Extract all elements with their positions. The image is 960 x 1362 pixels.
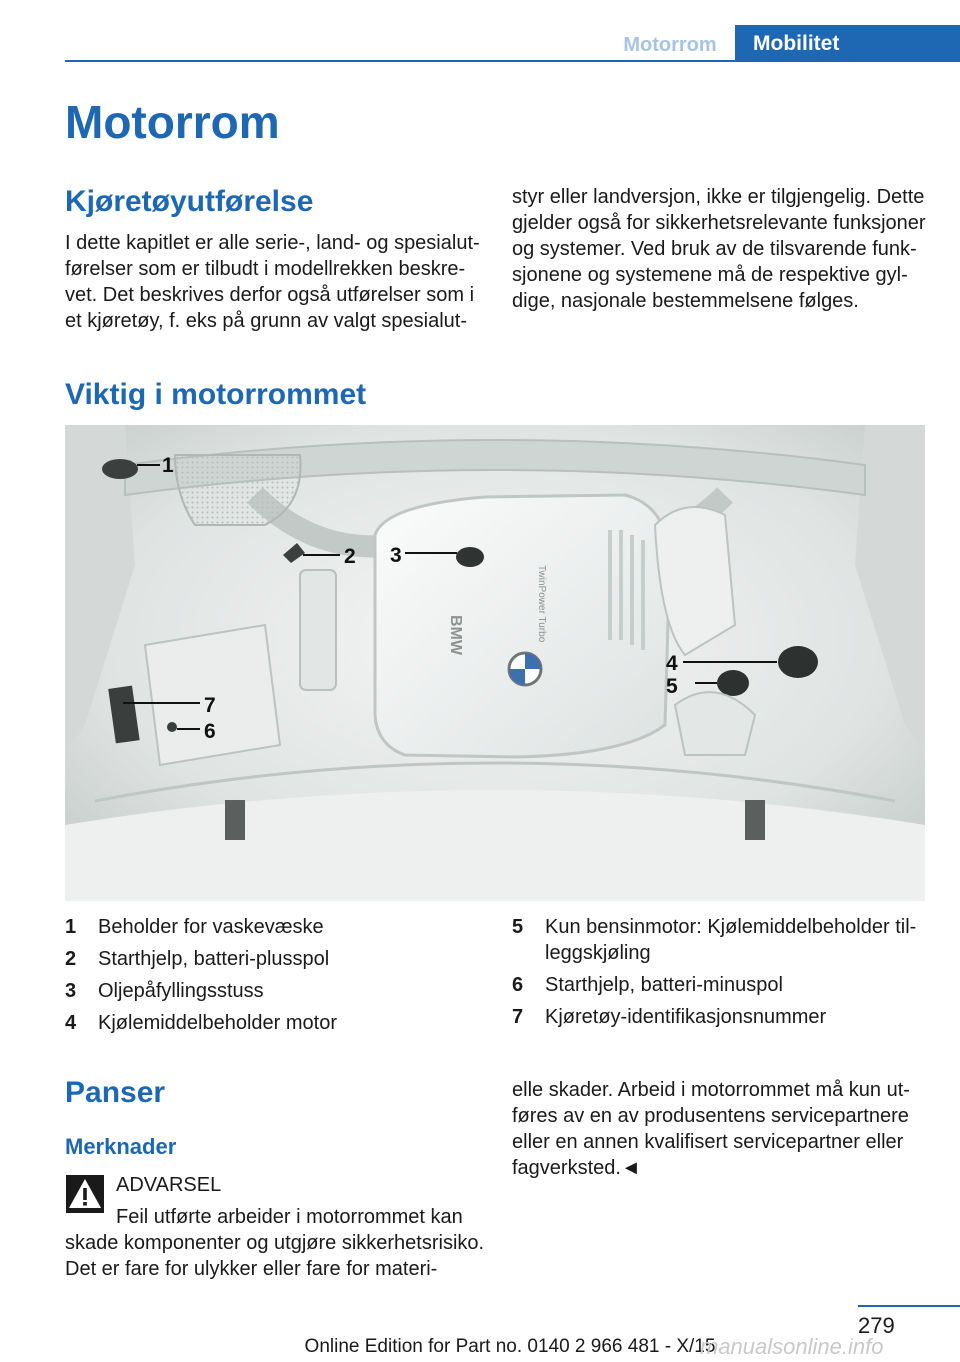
callout-5: 5 — [666, 675, 678, 698]
intro-text-left: I dette kapitlet er alle serie-, land- og spesialutførelser som er tilbudt i modellrekken beskrevet. Det beskrives derfor også utførelser som i et kjøretøy, f. eks på grunn av valgt spesialut‐ — [65, 232, 480, 332]
callout-6: 6 — [204, 720, 216, 743]
cover-twinpower-text: TwinPower Turbo — [536, 565, 547, 643]
legend-number: 2 — [65, 948, 77, 970]
legend-right — [512, 914, 932, 1036]
legend-item — [65, 946, 485, 972]
legend-item — [65, 1010, 485, 1036]
warning-title: ADVARSEL — [116, 1174, 222, 1196]
footer-rule — [858, 1305, 960, 1307]
engine-bay-image — [65, 425, 925, 901]
tab-mobilitet[interactable]: Mobilitet — [735, 25, 960, 62]
section-heading-hood: Panser — [65, 1076, 166, 1109]
legend-text: Starthjelp, batteri-plusspol — [98, 948, 330, 970]
legend-item — [65, 978, 485, 1004]
legend-number: 1 — [65, 916, 77, 938]
section-heading-vehicle-version: Kjøretøyutførelse — [65, 185, 314, 218]
legend-number: 5 — [512, 916, 524, 938]
legend-number: 4 — [65, 1012, 77, 1034]
legend-text: Kjøretøy-identifikasjonsnummer — [545, 1006, 827, 1028]
hood-text-right: elle skader. Arbeid i motorrommet må kun utføres av en av produsentens servicepartnere eller en annen kvalifisert servicepartner eller fagverksted.◄ — [512, 1079, 910, 1179]
watermark: manualsonline.info — [700, 1334, 884, 1359]
legend-number: 3 — [65, 980, 77, 1002]
legend-left — [65, 914, 485, 1042]
legend-item — [65, 914, 485, 940]
legend-text: Starthjelp, batteri-minuspol — [545, 974, 783, 996]
callout-7: 7 — [204, 694, 216, 717]
legend-text: Kun bensinmotor: Kjølemiddelbeholder tilleggskjøling — [545, 916, 917, 964]
section-heading-engine-room: Viktig i motorrommet — [65, 378, 367, 411]
warning-first-line: Feil utførte arbeider i motorrommet kan — [116, 1206, 463, 1228]
callout-1: 1 — [162, 454, 174, 477]
legend-text: Beholder for vaskevæske — [98, 916, 324, 938]
legend-item — [512, 972, 932, 998]
warning-remaining-text: skade komponenter og utgjøre sikkerhetsrisiko. Det er fare for ulykker eller fare for materi‐ — [65, 1232, 485, 1280]
callout-3: 3 — [390, 544, 402, 567]
legend-text: Kjølemiddelbeholder motor — [98, 1012, 338, 1034]
legend-text: Oljepåfyllingsstuss — [98, 980, 264, 1002]
cover-logo-text: BMW — [447, 615, 464, 655]
legend-item — [512, 1004, 932, 1030]
legend-number: 6 — [512, 974, 524, 996]
legend-number: 7 — [512, 1006, 524, 1028]
warning-body — [65, 1204, 485, 1282]
page-title: Motorrom — [65, 96, 280, 148]
subheading-notes: Merknader — [65, 1134, 177, 1159]
footer-edition: Online Edition for Part no. 0140 2 966 481 - X/15 — [304, 1336, 716, 1357]
callout-2: 2 — [344, 545, 356, 568]
callout-4: 4 — [666, 652, 678, 675]
page-number: 279 — [858, 1313, 895, 1338]
intro-text-right: styr eller landversjon, ikke er tilgjengelig. Dette gjelder også for sikkerhetsrelevante funksjoner og systemer. Ved bruk av de tilsvarende funksjonene og systemene må de respektive gyldige, nasjonale bestemmelsene følges. — [512, 186, 926, 312]
tab-motorrom[interactable]: Motorrom — [623, 34, 717, 56]
legend-item — [512, 914, 932, 966]
